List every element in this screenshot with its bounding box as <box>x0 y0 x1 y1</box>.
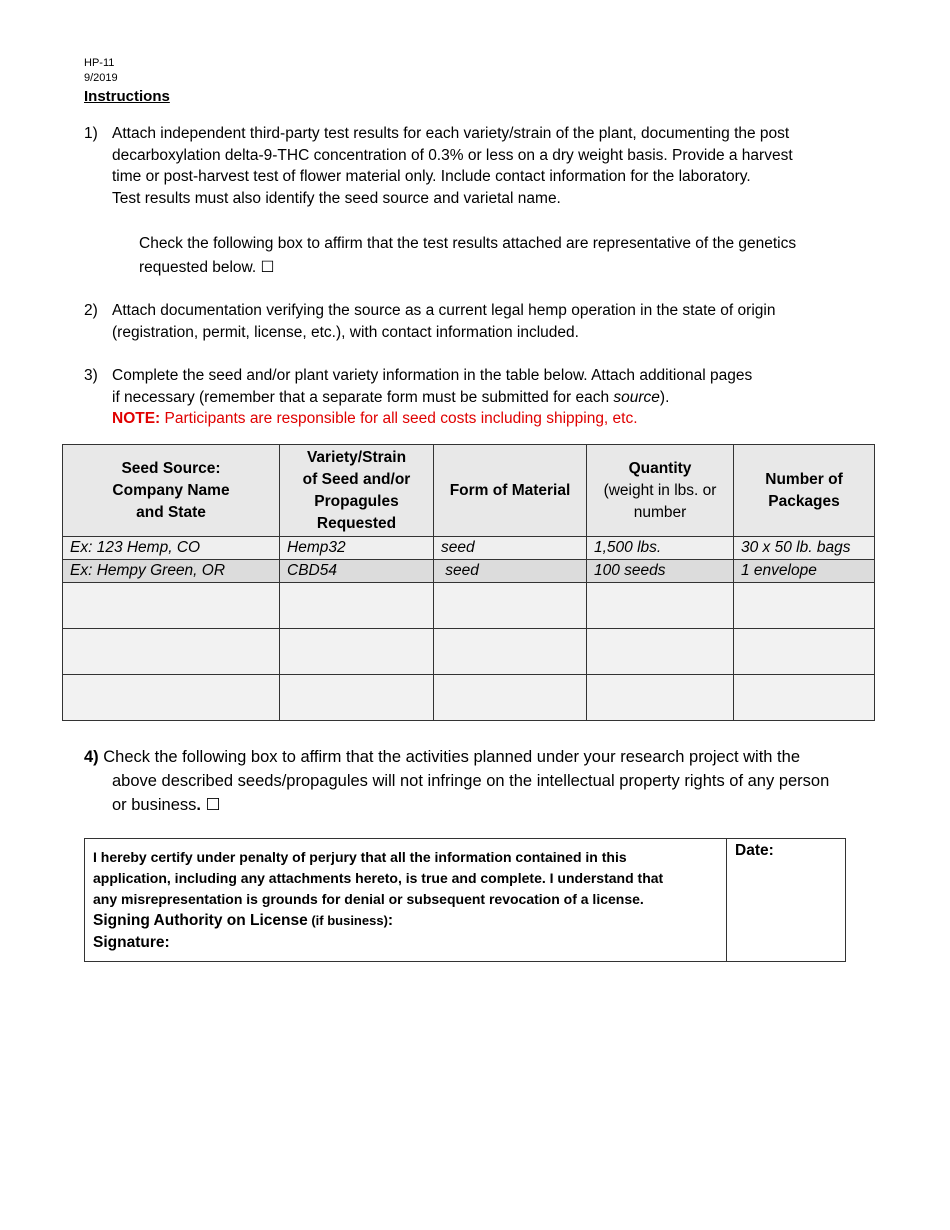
table-cell-input[interactable] <box>587 583 734 629</box>
table-cell-input[interactable] <box>587 675 734 721</box>
header-text: and State <box>136 503 206 521</box>
item-3-number: 3) <box>84 367 98 384</box>
certification-box <box>84 838 846 962</box>
table-cell-input[interactable] <box>63 629 280 675</box>
cert-line: any misrepresentation is grounds for denial or subsequent revocation of a license. <box>93 891 644 907</box>
header-text: Quantity <box>628 459 692 477</box>
table-row <box>63 560 875 583</box>
item-2-line: (registration, permit, license, etc.), with contact information included. <box>112 323 579 341</box>
table-cell-input[interactable] <box>587 629 734 675</box>
item-1 <box>84 123 884 209</box>
note-text: Participants are responsible for all seed costs including shipping, etc. <box>160 410 638 427</box>
certification-statement <box>85 839 727 961</box>
form-date: 9/2019 <box>84 72 118 84</box>
header-text: Form of Material <box>449 481 571 499</box>
date-field[interactable]: Date: <box>735 842 774 859</box>
table-cell-input[interactable] <box>434 629 587 675</box>
signing-authority-colon: : <box>387 912 394 929</box>
table-cell: 1 envelope <box>734 560 875 583</box>
table-cell: 100 seeds <box>587 560 734 583</box>
header-variety <box>280 445 434 537</box>
item-3-source-word: source <box>613 388 660 406</box>
table-cell: Hemp32 <box>280 537 434 560</box>
table-cell: seed <box>434 560 587 583</box>
table-cell: 1,500 lbs. <box>587 537 734 560</box>
item-3-line-end: ). <box>659 388 670 406</box>
instructions-title: Instructions <box>84 88 170 105</box>
table-cell-input[interactable] <box>280 583 434 629</box>
note-label: NOTE: <box>112 410 161 427</box>
item-3-line: Complete the seed and/or plant variety information in the table below. Attach additional pages <box>112 367 753 384</box>
header-text: Requested <box>316 514 397 532</box>
header-text: Packages <box>768 492 840 510</box>
note-line <box>112 408 884 430</box>
affirm-ip-checkbox[interactable]: ☐ <box>205 796 221 814</box>
table-cell-input[interactable] <box>434 583 587 629</box>
header-text: (weight in lbs. or <box>603 481 717 499</box>
item-3-line-text: if necessary (remember that a separate form must be submitted for each <box>112 388 614 406</box>
item-4 <box>84 745 884 817</box>
header-text: Company Name <box>112 481 230 499</box>
item-2 <box>84 300 884 343</box>
cert-line: application, including any attachments hereto, is true and complete. I understand that <box>93 870 664 886</box>
item-1-number: 1) <box>84 125 98 142</box>
item-2-number: 2) <box>84 302 98 319</box>
table-row-empty <box>63 629 875 675</box>
affirm-test-results <box>139 232 899 280</box>
header-text: Variety/Strain <box>306 448 407 466</box>
table-cell: seed <box>434 537 587 560</box>
affirm-line: Check the following box to affirm that the test results attached are representative of the genetics <box>139 235 797 252</box>
table-row <box>63 537 875 560</box>
affirm-test-checkbox[interactable]: ☐ <box>260 259 275 276</box>
cert-line: I hereby certify under penalty of perjury that all the information contained in this <box>93 849 627 865</box>
item-1-line: Test results must also identify the seed source and varietal name. <box>112 189 561 207</box>
header-form-of-material <box>434 445 587 537</box>
item-1-line: Attach independent third-party test results for each variety/strain of the plant, documenting the post <box>112 125 790 142</box>
header-text: Propagules <box>314 492 399 510</box>
table-cell: Ex: 123 Hemp, CO <box>63 537 280 560</box>
table-cell-input[interactable] <box>734 583 875 629</box>
table-cell-input[interactable] <box>734 629 875 675</box>
table-header-row <box>63 445 875 537</box>
header-text: of Seed and/or <box>302 470 411 488</box>
header-seed-source <box>63 445 280 537</box>
signing-authority-label: Signing Authority on License <box>93 912 308 929</box>
item-1-line: time or post-harvest test of flower material only. Include contact information for the laboratory. <box>112 168 751 185</box>
table-cell-input[interactable] <box>280 675 434 721</box>
table-cell: 30 x 50 lb. bags <box>734 537 875 560</box>
header-text: number <box>633 503 687 521</box>
signing-authority-field[interactable] <box>93 910 718 932</box>
table-cell: Ex: Hempy Green, OR <box>63 560 280 583</box>
table-row-empty <box>63 675 875 721</box>
item-4-line: Check the following box to affirm that the activities planned under your research project with the <box>98 748 800 766</box>
table-cell: CBD54 <box>280 560 434 583</box>
form-id: HP-11 <box>84 57 115 69</box>
table-cell-input[interactable] <box>434 675 587 721</box>
item-3 <box>84 365 884 430</box>
seed-variety-table <box>62 444 875 721</box>
affirm-line: requested below. <box>139 259 257 276</box>
signature-field[interactable]: Signature: <box>93 934 170 951</box>
signing-authority-note: (if business) <box>307 913 388 928</box>
item-4-period: . <box>196 796 201 814</box>
item-4-number: 4) <box>84 748 99 766</box>
table-cell-input[interactable] <box>280 629 434 675</box>
header-text: Seed Source: <box>121 459 221 477</box>
table-row-empty <box>63 583 875 629</box>
item-4-line: above described seeds/propagules will not infringe on the intellectual property rights of any person <box>112 772 830 790</box>
header-text: Number of <box>765 470 843 488</box>
table-cell-input[interactable] <box>63 675 280 721</box>
item-2-line: Attach documentation verifying the source as a current legal hemp operation in the state of origin <box>112 302 776 319</box>
item-1-line: decarboxylation delta-9-THC concentration of 0.3% or less on a dry weight basis. Provide a harvest <box>112 146 793 164</box>
header-number-of-packages <box>734 445 875 537</box>
table-cell-input[interactable] <box>63 583 280 629</box>
table-cell-input[interactable] <box>734 675 875 721</box>
header-quantity <box>587 445 734 537</box>
item-4-line: or business <box>112 796 197 814</box>
